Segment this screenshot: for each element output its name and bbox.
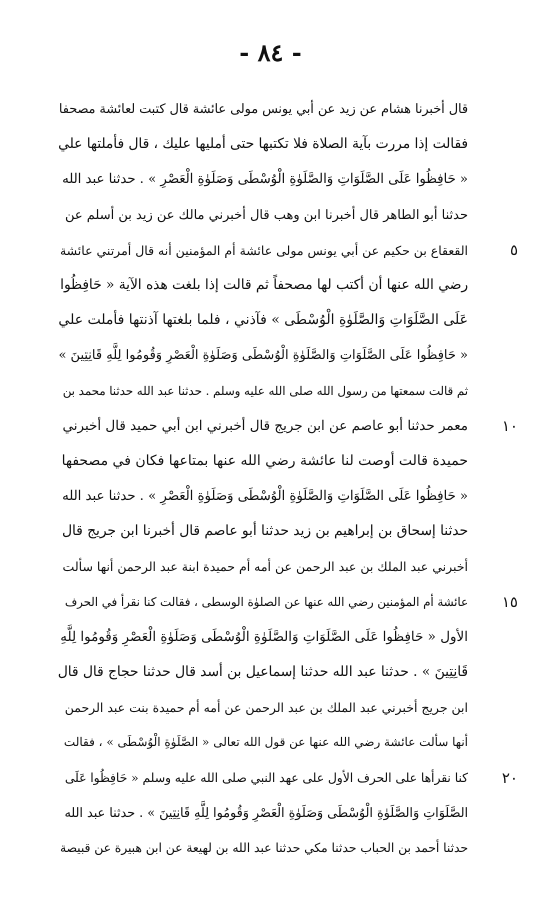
line-number: ٢٠ [501,768,518,787]
text-line: عائشة أم المؤمنين رضي الله عنها عن الصلوٰة الوسطى ، فقالت كنا نقرأ في الحرف [64,594,468,609]
text-line: الأول « حَافِظُوا عَلَى الصَّلَوَاتِ وَالصَّلَوٰةِ الْوُسْطَى وَصَلَوٰةِ الْعَصْرِ وَقُومُوا لِلَّهِ [60,628,468,645]
text-line: الصَّلَوَاتِ وَالصَّلَوٰةِ الْوُسْطَى وَصَلَوٰةِ الْعَصْرِ وَقُومُوا لِلَّهِ قَانِتِينَ » . حدثنا عبد الله [64,805,468,821]
text-line: « حَافِظُوا عَلَى الصَّلَوَاتِ وَالصَّلَوٰةِ الْوُسْطَى وَصَلَوٰةِ الْعَصْرِ وَقُومُوا لِلَّهِ قَانِتِينَ » [58,348,468,364]
text-line: حدثنا أحمد بن الحباب حدثنا مكي حدثنا عبد الله بن لهيعة عن ابن هبيرة عن قبيصة [59,840,468,855]
text-line: أخبرني عبد الملك بن عبد الرحمن عن أمه أم حميدة ابنة عبد الرحمن أنها سألت [62,559,468,575]
text-line: فقالت إذا مررت بآية الصلاة فلا تكتبها حتى أمليها عليك ، قال فأملتها علي [58,136,468,153]
text-line: « حَافِظُوا عَلَى الصَّلَوَاتِ وَالصَّلَوٰةِ الْوُسْطَى وَصَلَوٰةِ الْعَصْرِ » . حدثنا عبد الله [62,172,468,188]
line-number: ٥ [509,240,518,259]
text-line: رضي الله عنها أن أكتب لها مصحفاً ثم قالت إذا بلغت هذه الآية « حَافِظُوا [60,276,468,293]
line-number: ١٥ [501,592,518,611]
text-line: ثم قالت سمعتها من رسول الله صلى الله عليه وسلم . حدثنا عبد الله حدثنا محمد بن [62,383,468,398]
text-line: « حَافِظُوا عَلَى الصَّلَوَاتِ وَالصَّلَوٰةِ الْوُسْطَى وَصَلَوٰةِ الْعَصْرِ » . حدثنا عبد الله [62,489,468,505]
text-line: ابن جريج أخبرني عبد الملك بن عبد الرحمن عن أمه أم حميدة بنت عبد الرحمن [64,700,468,716]
text-line: حميدة قالت أوصت لنا عائشة رضي الله عنها بمتاعها فكان في مصحفها [61,452,468,469]
page-number: - ٨٤ - [239,38,302,67]
text-line: أنها سألت عائشة رضي الله عنها عن قول الله تعالى « الصَّلَوٰةِ الْوُسْطَى » ، فقالت [63,735,468,750]
text-line: القعقاع بن حكيم عن أبي يونس مولى عائشة أم المؤمنين أنه قال أمرتني عائشة [59,242,468,258]
text-line: عَلَى الصَّلَوَاتِ وَالصَّلَوٰةِ الْوُسْطَى » فآذني ، فلما بلغتها آذنتها فأملت علي [58,312,468,329]
line-number: ١٠ [501,416,518,435]
text-line: قَانِتِينَ » . حدثنا عبد الله حدثنا إسماعيل بن أسد قال حدثنا حجاج قال قال [58,664,468,680]
text-line: قال أخبرنا هشام عن زيد عن أبي يونس مولى عائشة قال كتبت لعائشة مصحفا [58,102,468,117]
text-line: حدثنا أبو الطاهر قال أخبرنا ابن وهب قال أخبرني مالك عن زيد بن أسلم عن [64,207,468,223]
text-line: حدثنا إسحاق بن إبراهيم بن زيد حدثنا أبو عاصم قال أخبرنا ابن جريج قال [62,523,468,540]
body-text [58,92,468,866]
text-line: كنا نقرأها على الحرف الأول على عهد النبي صلى الله عليه وسلم « حَافِظُوا عَلَى [64,770,468,785]
text-line: معمر حدثنا أبو عاصم عن ابن جريج قال أخبرني ابن أبي حميد قال أخبرني [62,417,468,434]
